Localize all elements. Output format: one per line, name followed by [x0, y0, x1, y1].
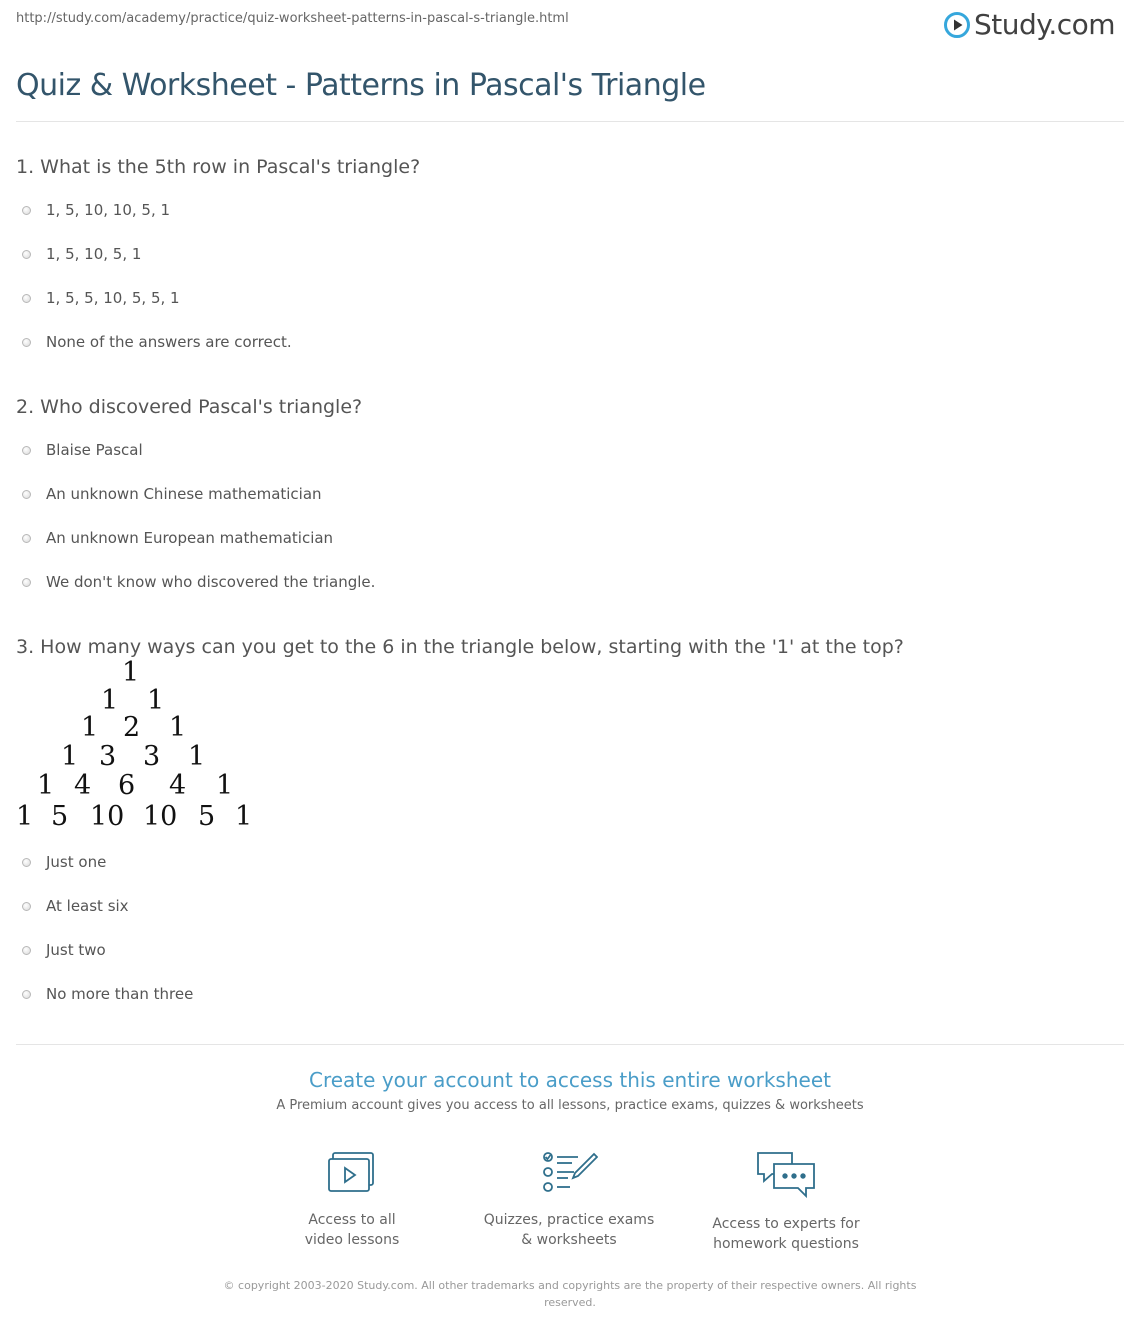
triangle-number: 1 — [188, 741, 206, 772]
answer-text: An unknown European mathematician — [46, 529, 334, 547]
feature-video-lessons — [252, 1150, 452, 1250]
feature-line: homework questions — [713, 1236, 859, 1252]
radio-button[interactable] — [22, 294, 31, 303]
page-url: http://study.com/academy/practice/quiz-worksheet-patterns-in-pascal-s-triangle.html — [16, 11, 569, 26]
radio-button[interactable] — [22, 250, 31, 259]
answer-text: We don't know who discovered the triangle. — [46, 573, 376, 591]
answer-option[interactable] — [22, 529, 333, 547]
triangle-number: 5 — [51, 801, 69, 832]
cta-subtitle: A Premium account gives you access to all lessons, practice exams, quizzes & worksheets — [276, 1098, 864, 1113]
radio-button[interactable] — [22, 446, 31, 455]
video-lesson-icon — [326, 1150, 378, 1196]
radio-button[interactable] — [22, 534, 31, 543]
feature-experts — [686, 1150, 886, 1254]
page-title: Quiz & Worksheet - Patterns in Pascal's Triangle — [16, 68, 706, 103]
radio-button[interactable] — [22, 338, 31, 347]
answer-text: Blaise Pascal — [46, 441, 143, 459]
study-com-logo[interactable] — [944, 8, 1115, 42]
answer-text: Just two — [46, 941, 106, 959]
answer-text: No more than three — [46, 985, 194, 1003]
cta-title-link[interactable]: Create your account to access this entire worksheet — [309, 1068, 831, 1092]
radio-button[interactable] — [22, 946, 31, 955]
radio-button[interactable] — [22, 902, 31, 911]
triangle-number: 1 — [147, 685, 165, 716]
radio-button[interactable] — [22, 206, 31, 215]
triangle-number: 1 — [216, 770, 234, 801]
triangle-number: 1 — [169, 712, 187, 743]
play-logo-icon — [944, 12, 970, 38]
feature-line: video lessons — [304, 1232, 400, 1248]
triangle-number: 1 — [61, 741, 79, 772]
question-3: 3. How many ways can you get to the 6 in the triangle below, starting with the '1' at the top? — [16, 636, 904, 658]
triangle-number: 1 — [37, 770, 55, 801]
question-2: 2. Who discovered Pascal's triangle? — [16, 396, 363, 418]
triangle-number: 3 — [143, 741, 161, 772]
answer-text: At least six — [46, 897, 129, 915]
feature-line: Quizzes, practice exams — [483, 1212, 655, 1228]
triangle-number: 1 — [235, 801, 253, 832]
triangle-number: 4 — [169, 770, 187, 801]
feature-line: & worksheets — [521, 1232, 617, 1248]
radio-button[interactable] — [22, 858, 31, 867]
triangle-number: 3 — [99, 741, 117, 772]
triangle-number: 1 — [101, 685, 119, 716]
answer-text: 1, 5, 5, 10, 5, 5, 1 — [46, 289, 180, 307]
cta-divider — [16, 1044, 1124, 1045]
chat-bubbles-icon — [754, 1150, 818, 1200]
answer-option[interactable] — [22, 201, 170, 219]
answer-text: An unknown Chinese mathematician — [46, 485, 322, 503]
answer-option[interactable] — [22, 485, 322, 503]
triangle-number: 1 — [81, 712, 99, 743]
radio-button[interactable] — [22, 990, 31, 999]
answer-text: 1, 5, 10, 5, 1 — [46, 245, 142, 263]
answer-option[interactable] — [22, 289, 180, 307]
triangle-number: 2 — [123, 712, 141, 743]
quiz-list-icon — [540, 1150, 598, 1196]
radio-button[interactable] — [22, 490, 31, 499]
answer-text: Just one — [46, 853, 107, 871]
answer-text: None of the answers are correct. — [46, 333, 292, 351]
answer-text: 1, 5, 10, 10, 5, 1 — [46, 201, 171, 219]
answer-option[interactable] — [22, 245, 141, 263]
triangle-number: 1 — [16, 801, 34, 832]
triangle-number: 10 — [143, 801, 178, 832]
copyright-notice: © copyright 2003-2020 Study.com. All other trademarks and copyrights are the property of their respective owners. All rights reserved. — [223, 1279, 917, 1309]
answer-option[interactable] — [22, 985, 193, 1003]
question-1: 1. What is the 5th row in Pascal's triangle? — [16, 156, 421, 178]
triangle-number: 5 — [198, 801, 216, 832]
triangle-number: 10 — [90, 801, 125, 832]
radio-button[interactable] — [22, 578, 31, 587]
triangle-number: 1 — [122, 657, 140, 688]
triangle-number: 4 — [74, 770, 92, 801]
title-divider — [16, 121, 1124, 122]
logo-text: Study.com — [974, 8, 1116, 41]
feature-line: Access to experts for — [712, 1216, 860, 1232]
answer-option[interactable] — [22, 897, 129, 915]
answer-option[interactable] — [22, 573, 375, 591]
answer-option[interactable] — [22, 853, 106, 871]
answer-option[interactable] — [22, 441, 143, 459]
feature-line: Access to all — [308, 1212, 396, 1228]
answer-option[interactable] — [22, 333, 292, 351]
feature-quizzes — [469, 1150, 669, 1250]
triangle-number: 6 — [118, 770, 136, 801]
answer-option[interactable] — [22, 941, 106, 959]
